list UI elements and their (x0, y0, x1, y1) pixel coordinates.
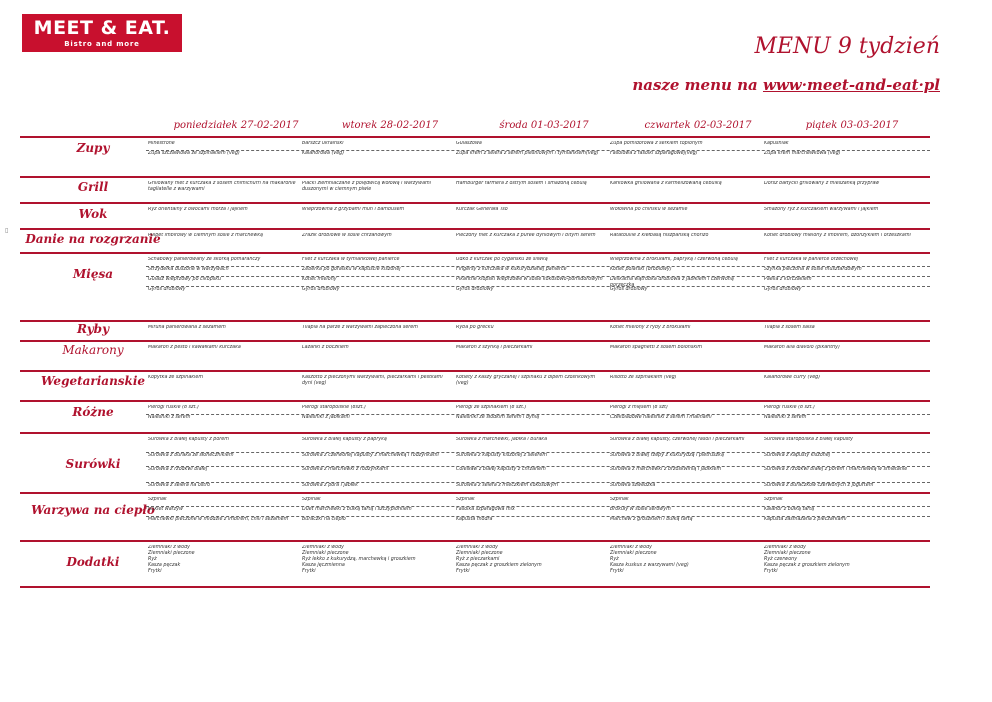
menu-item: Gyros drobiowy (610, 287, 648, 292)
menu-item: Dorsz bałtycki grillowany z mieszanką przypraw (764, 181, 880, 186)
menu-item: Karkówka grillowana z karmelizowaną cebulką (610, 181, 722, 186)
menu-item: Fasolowa z fasolki szparagowej(veg) (610, 151, 698, 156)
menu-item: Pieczony filet z kurczaka z purée dyniowym i bitym serem (456, 233, 596, 238)
menu-item: Szpinak (764, 497, 783, 502)
menu-item: Naleśniki z serem (764, 415, 807, 420)
section-label: Zupy (76, 141, 110, 155)
menu-item: Strzydełka duszone w warzywach (148, 267, 229, 272)
menu-item: Hamburger farmera z ostrym sosem i smażoną cebulą (456, 181, 587, 186)
menu-item: Surówka z kapusty kiszonej (764, 453, 831, 458)
menu-item: Szpinak (148, 497, 167, 502)
section-label: Surówki (65, 457, 121, 471)
menu-item: Ziemniaki z wody Ziemniaki pieczone Ryż czerwony Kasza pęczak z groszkiem zielonym Frytki (764, 545, 850, 574)
menu-item: Szpinak (302, 497, 321, 502)
menu-item: Wołowina po chińsku w sezamie (610, 207, 688, 212)
menu-item: Delikatna wątróbka drobiowa z jabłkiem i czerwoną porzeczką (610, 277, 734, 288)
menu-item: Ratatouille z kiełbasą hiszpańską chorizo (610, 233, 709, 238)
menu-section (20, 492, 930, 528)
menu-item: Makaron alla diavolo (pikantny) (764, 345, 840, 350)
subtitle-prefix: nasze menu na (632, 76, 758, 94)
day-header: środa 01-03-2017 (499, 120, 589, 131)
menu-item: Pierogi ruskie (8 szt.) (148, 405, 199, 410)
section-label: Różne (72, 405, 114, 419)
section-label: Dodatki (66, 555, 120, 569)
menu-item: Surówka szwedzka (610, 483, 656, 488)
menu-item: Zupa szczawiowa ze szpinakiem (veg) (148, 151, 240, 156)
menu-item: Fasolka szparagowa mix (456, 507, 515, 512)
menu-item: Ziemniaki z wody Ziemniaki pieczone Ryż lekko z kukurydzą, marchewką i groszkiem Kasza jęczmienna Frytki (302, 545, 416, 574)
menu-item: Gyros drobiowy (456, 287, 494, 292)
menu-item: Kalafior z bułką tartą (764, 507, 815, 512)
menu-item: Tilapia na parze z warzywami zapieczona serem (302, 325, 418, 330)
menu-item: Wieprzowina z brokułami, papryką i czerwoną cebulą (610, 257, 738, 262)
menu-item: Risotto ze szpinakiem (veg) (610, 375, 677, 380)
brand-name: MEET & EAT. (33, 17, 171, 39)
menu-item: Naleśniki ze słodkim serem i dynią (456, 415, 540, 420)
menu-item: Surówka z czerwonej kapusty z marchewką i rodzynkami (302, 453, 439, 458)
menu-item: Surówka z selera z mleczkiem kokosowym (456, 483, 559, 488)
menu-item: Surówka z marchewki z brzoskwinią i jabłkiem (610, 467, 722, 472)
menu-item: Zupa pomidorowa z serkiem topionym (610, 141, 703, 146)
menu-item: Marchewki pieczone w miodzie z imbirem, chili i sezamem (148, 517, 289, 522)
menu-item: Ziemniaki z wody Ziemniaki pieczone Ryż Kasza kuskus z warzywami (veg) Frytki (610, 545, 689, 574)
menu-item: Pierogi ruskie (8 szt.) (764, 405, 815, 410)
menu-section (20, 136, 930, 160)
menu-item: Placki ziemniaczane z polędwicą wołową i warzywami duszonymi w ciemnym piwie (302, 181, 432, 192)
section-label: Wok (78, 207, 108, 221)
menu-item: Pierogi staropolskie (8szt.) (302, 405, 366, 410)
menu-subtitle (632, 76, 940, 94)
menu-item: Tilapia z sosem salsa (764, 325, 815, 330)
menu-item: Szpinak (456, 497, 475, 502)
menu-item: Pikantne klopski wieprzowe w sosie kokosowo-pomidorowym (456, 277, 603, 282)
brand-tagline: Bistro and more (64, 40, 140, 48)
menu-item: Duet marchewki z bułką tartą i szczypiorkiem (302, 507, 412, 512)
menu-item: Kotlet polarski (drobiowy) (610, 267, 672, 272)
menu-item: Gulasz wieprzowy po cikopsku (148, 277, 222, 282)
menu-item: Colesław z białej kapusty z chrzanem (456, 467, 546, 472)
section-label: Mięsa (72, 267, 113, 281)
menu-item: Kopytka ze szpinakiem (148, 375, 204, 380)
menu-item: Surówka z kapusty kiszonej z selerem (456, 453, 548, 458)
menu-item: Miruna panierowana z sezamem (148, 325, 226, 330)
section-label: Makarony (62, 343, 124, 357)
menu-item: Kotlet mielony z ryby z brokułami (610, 325, 691, 330)
menu-item: Wieprzowina z grzybami mun i bambusem (302, 207, 405, 212)
menu-item: Zupa krem marchewkowa (veg) (764, 151, 841, 156)
menu-item: Kotlet drobiowy mielony z imbirem, dżonżykiem i orzeszkami (764, 233, 911, 238)
side-marker: ▯ (5, 227, 9, 234)
menu-item: Paella z kurczakiem (764, 277, 812, 282)
menu-section (20, 432, 930, 496)
menu-item: Filet z kurczaka w tymiankowej panierce (302, 257, 400, 262)
menu-item: Żeberka po góralsku w kapuście kiszonej (302, 267, 401, 272)
menu-item: Minestrone (148, 141, 175, 146)
menu-item: Makaron z szynką i pieczarkami (456, 345, 533, 350)
menu-section (20, 540, 930, 584)
menu-item: Zrazik drobiowe w sosie chrzanowym (302, 233, 392, 238)
menu-item: Brokuły w sosie serowym (610, 507, 671, 512)
menu-item: Surówka z marchewki z rodzynkami (302, 467, 389, 472)
menu-item: Naleśniki z serem (148, 415, 191, 420)
menu-item: Ziemniaki z wody Ziemniaki pieczone Ryż Kasza pęczak Frytki (148, 545, 195, 574)
menu-item: Surówka staropolska z białej kapusty (764, 437, 854, 442)
menu-item: Udko z kurczak po cygańsku ze śliwką (456, 257, 548, 262)
section-label: Danie na rozgrzanie (25, 232, 161, 246)
menu-item: Filet z kurczaka w panierce orzechowej (764, 257, 858, 262)
section-label: Wegetarianskie (40, 374, 146, 388)
menu-item: Pierogi z mięsem (8 szt) (610, 405, 668, 410)
menu-item: Surówka z buraka ze słonecznikiem (148, 453, 234, 458)
menu-section (20, 370, 930, 392)
menu-item: Gyros drobiowy (302, 287, 340, 292)
section-label: Grill (77, 180, 109, 194)
menu-section (20, 340, 930, 360)
menu-item: Kotlet mielony (302, 277, 337, 282)
menu-item: Gulaszowa (456, 141, 482, 146)
section-label: Warzywa na ciepło (31, 503, 155, 517)
menu-item: Barszcz ukraiński (302, 141, 344, 146)
menu-item: Kotlety z kaszy gryczanej i szpinaku z dipem czosnkowym (veg) (456, 375, 596, 386)
menu-item: Bukiet warzyw (148, 507, 183, 512)
menu-item: Kapusta zasmażana z pieczarkami (764, 517, 847, 522)
menu-item: Surówka z marchewki, jabłka i buraka (456, 437, 548, 442)
menu-item: Zupa krem z selera z serem pleśniowym i tymiankiem(veg) (456, 151, 599, 156)
menu-item: Surówka z buraczków czerwonych z jogurtem (764, 483, 874, 488)
section-label: Ryby (76, 322, 110, 336)
menu-item: Gyros drobiowy (764, 287, 802, 292)
menu-item: Surówka z białej kapusty, czerwonej fasoli i pieczarkami (610, 437, 745, 442)
menu-item: Marchew z groszkiem i bułką tartą (610, 517, 693, 522)
menu-item: Kurczak Generała Tso (456, 207, 508, 212)
day-header: wtorek 28-02-2017 (341, 120, 439, 131)
menu-item: Makaron spaghetti z sosem bolońskim (610, 345, 703, 350)
menu-item: Pulpet imbirowy w ciemnym sosie z marchewką (148, 233, 264, 238)
menu-item: Szynka pieczona w sosie musztardowym (764, 267, 862, 272)
menu-section (20, 176, 930, 198)
menu-item: Gyros drobiowy (148, 287, 186, 292)
day-header: poniedziałek 27-02-2017 (173, 120, 299, 131)
menu-section (20, 400, 930, 424)
menu-section (20, 202, 930, 226)
menu-item: Surówka z rzodkwi białej (148, 467, 208, 472)
website-link[interactable]: www·meet-and-eat·pl (762, 76, 940, 94)
menu-item: Surówka z rzodkwi białej z porem i marchewką w śmietanie (764, 467, 908, 472)
menu-item: Ryż orientalny z owocami morza i jajkiem (148, 207, 248, 212)
menu-item: Pierogi ze szpinakiem (8 szt.) (456, 405, 527, 410)
menu-item: Kaszotto z pieczonymi warzywami, pieczarkami i pestkami dyni (veg) (302, 375, 443, 386)
menu-item: Grillowany filet z kurczaka z sosem chimichurri na makaronie tagliatelle z warzywami (148, 181, 296, 192)
menu-title: MENU 9 tydzień (754, 34, 940, 59)
menu-item: Surówka z pora i jabłek (302, 483, 358, 488)
menu-item: Kapuśniak (764, 141, 789, 146)
menu-item: Makaron z pesto i kawałkami kurczaka (148, 345, 241, 350)
menu-section (20, 320, 930, 334)
menu-item: Naleśniki z jabłkami (302, 415, 350, 420)
menu-item: Surówka z białej rzepy z kukurydzą i pietruszką (610, 453, 724, 458)
menu-section (20, 252, 930, 296)
menu-item: Ziemniaki z wody Ziemniaki pieczone Ryż z pieczarkami Kasza pęczak z groszkiem zielonym Frytki (456, 545, 542, 574)
menu-item: Smażony ryż z kurczakiem warzywami i jajkiem (764, 207, 879, 212)
menu-item: Schabowy panierowany ze skórką pomarańczy (148, 257, 261, 262)
bottom-rule (20, 586, 930, 588)
menu-item: Surówka z selera na ostro (148, 483, 211, 488)
menu-item: Czekoladowe naleśniki z serem i malinami (610, 415, 712, 420)
menu-item: Buraczki na ciepło (302, 517, 346, 522)
day-header: czwartek 02-03-2017 (644, 120, 752, 131)
menu-item: Ryba po grecku (456, 325, 494, 330)
menu-item: Kapusta modra (456, 517, 493, 522)
brand-logo (22, 14, 182, 52)
menu-item: Lazanki z boczkiem (302, 345, 349, 350)
menu-item: Fingersy z kurczaka w kukurydzianej panierce (456, 267, 567, 272)
menu-item: Szpinak (610, 497, 629, 502)
menu-item: Surówka z białej kapusty z papryką (302, 437, 387, 442)
day-header: piątek 03-03-2017 (805, 120, 899, 131)
day-headers (20, 120, 930, 134)
menu-item: Kalafiorowe curry (veg) (764, 375, 821, 380)
menu-section (20, 228, 930, 250)
menu-item: Surówka z białej kapusty z porem (148, 437, 229, 442)
menu-item: Kalafiorowa (veg) (302, 151, 345, 156)
